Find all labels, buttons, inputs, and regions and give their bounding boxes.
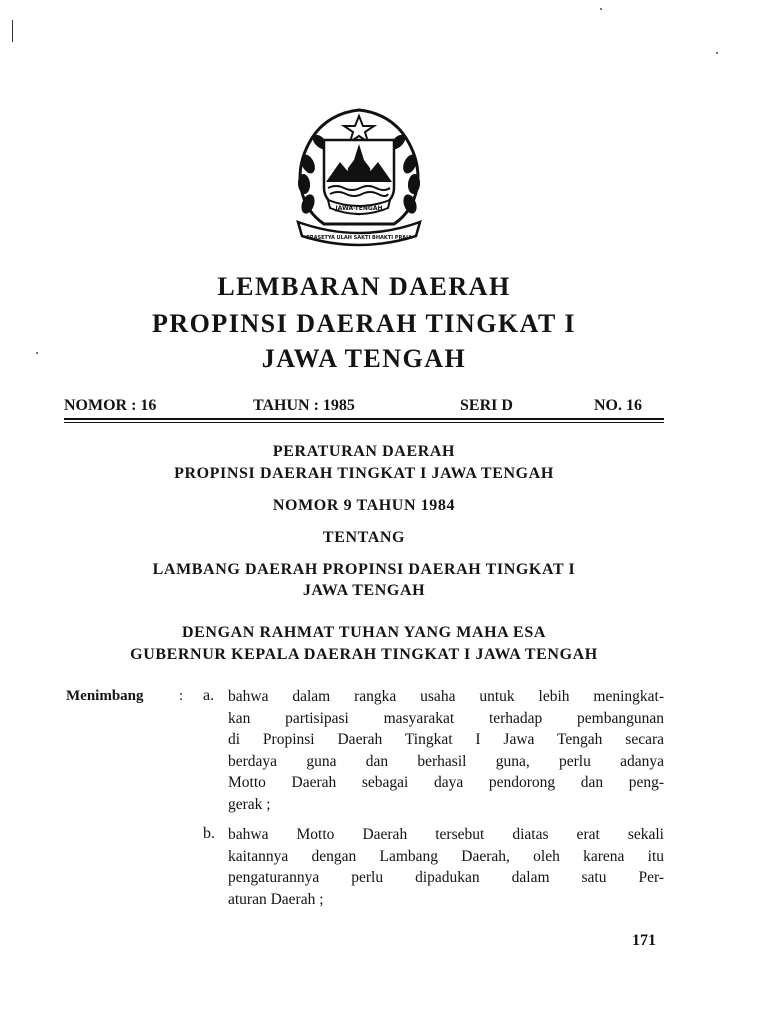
regulation-subject-2: JAWA TENGAH	[302, 582, 426, 599]
preamble-line-2: GUBERNUR KEPALA DAERAH TINGKAT I JAWA TENGAH	[130, 646, 598, 663]
no-label: NO. 16	[594, 397, 642, 414]
menimbang-label: Menimbang	[66, 688, 144, 704]
regulation-subject-1: LAMBANG DAERAH PROPINSI DAERAH TINGKAT I	[152, 561, 576, 578]
document-title-line-1: LEMBARAN DAERAH	[217, 272, 511, 301]
scan-speck	[600, 8, 602, 10]
paragraph-line: berdaya guna dan berhasil guna, perlu adanya	[228, 752, 664, 770]
tahun-label: TAHUN : 1985	[253, 397, 355, 414]
document-title-line-3: JAWA TENGAH	[261, 344, 467, 373]
scan-edge-mark	[12, 20, 13, 42]
regulation-number: NOMOR 9 TAHUN 1984	[272, 497, 456, 514]
paragraph-line: Motto Daerah sebagai daya pendorong dan peng-	[228, 774, 664, 791]
header-rule-thick	[64, 418, 664, 420]
menimbang-colon: :	[179, 688, 184, 704]
jawa-tengah-emblem-icon	[284, 104, 434, 254]
paragraph-line: pengaturannya perlu dipadukan dalam satu Per-	[228, 869, 664, 886]
paragraph-line: kaitannya dengan Lambang Daerah, oleh karena itu	[228, 847, 664, 865]
svg-text:PRASETYA ULAH SAKTI BHAKTI PRA: PRASETYA ULAH SAKTI BHAKTI PRAJA	[306, 235, 412, 241]
page-number: 171	[632, 932, 656, 949]
paragraph-line: gerak ;	[228, 795, 271, 813]
preamble-line-1: DENGAN RAHMAT TUHAN YANG MAHA ESA	[182, 624, 546, 641]
consideration-item-b	[228, 824, 664, 910]
regulation-tentang: TENTANG	[322, 529, 406, 546]
nomor-label: NOMOR : 16	[64, 397, 157, 414]
regulation-title-1: PERATURAN DAERAH	[272, 443, 456, 460]
paragraph-line: aturan Daerah ;	[228, 890, 324, 908]
header-rule-thin	[64, 422, 664, 423]
paragraph-line: bahwa Motto Daerah tersebut diatas erat sekali	[228, 826, 664, 843]
item-marker-b: b.	[203, 825, 215, 842]
paragraph-line: di Propinsi Daerah Tingkat I Jawa Tengah secara	[228, 731, 664, 748]
paragraph-line: kan partisipasi masyarakat terhadap pembangunan	[228, 709, 664, 727]
svg-text:JAWA-TENGAH: JAWA-TENGAH	[335, 205, 383, 212]
document-title-line-2: PROPINSI DAERAH TINGKAT I	[152, 309, 576, 338]
consideration-item-a	[228, 686, 664, 815]
regulation-title-2: PROPINSI DAERAH TINGKAT I JAWA TENGAH	[174, 465, 554, 482]
seri-label: SERI D	[460, 397, 513, 414]
paragraph-line: bahwa dalam rangka usaha untuk lebih meningkat-	[228, 688, 664, 705]
scan-speck	[716, 52, 718, 54]
item-marker-a: a.	[203, 687, 215, 704]
